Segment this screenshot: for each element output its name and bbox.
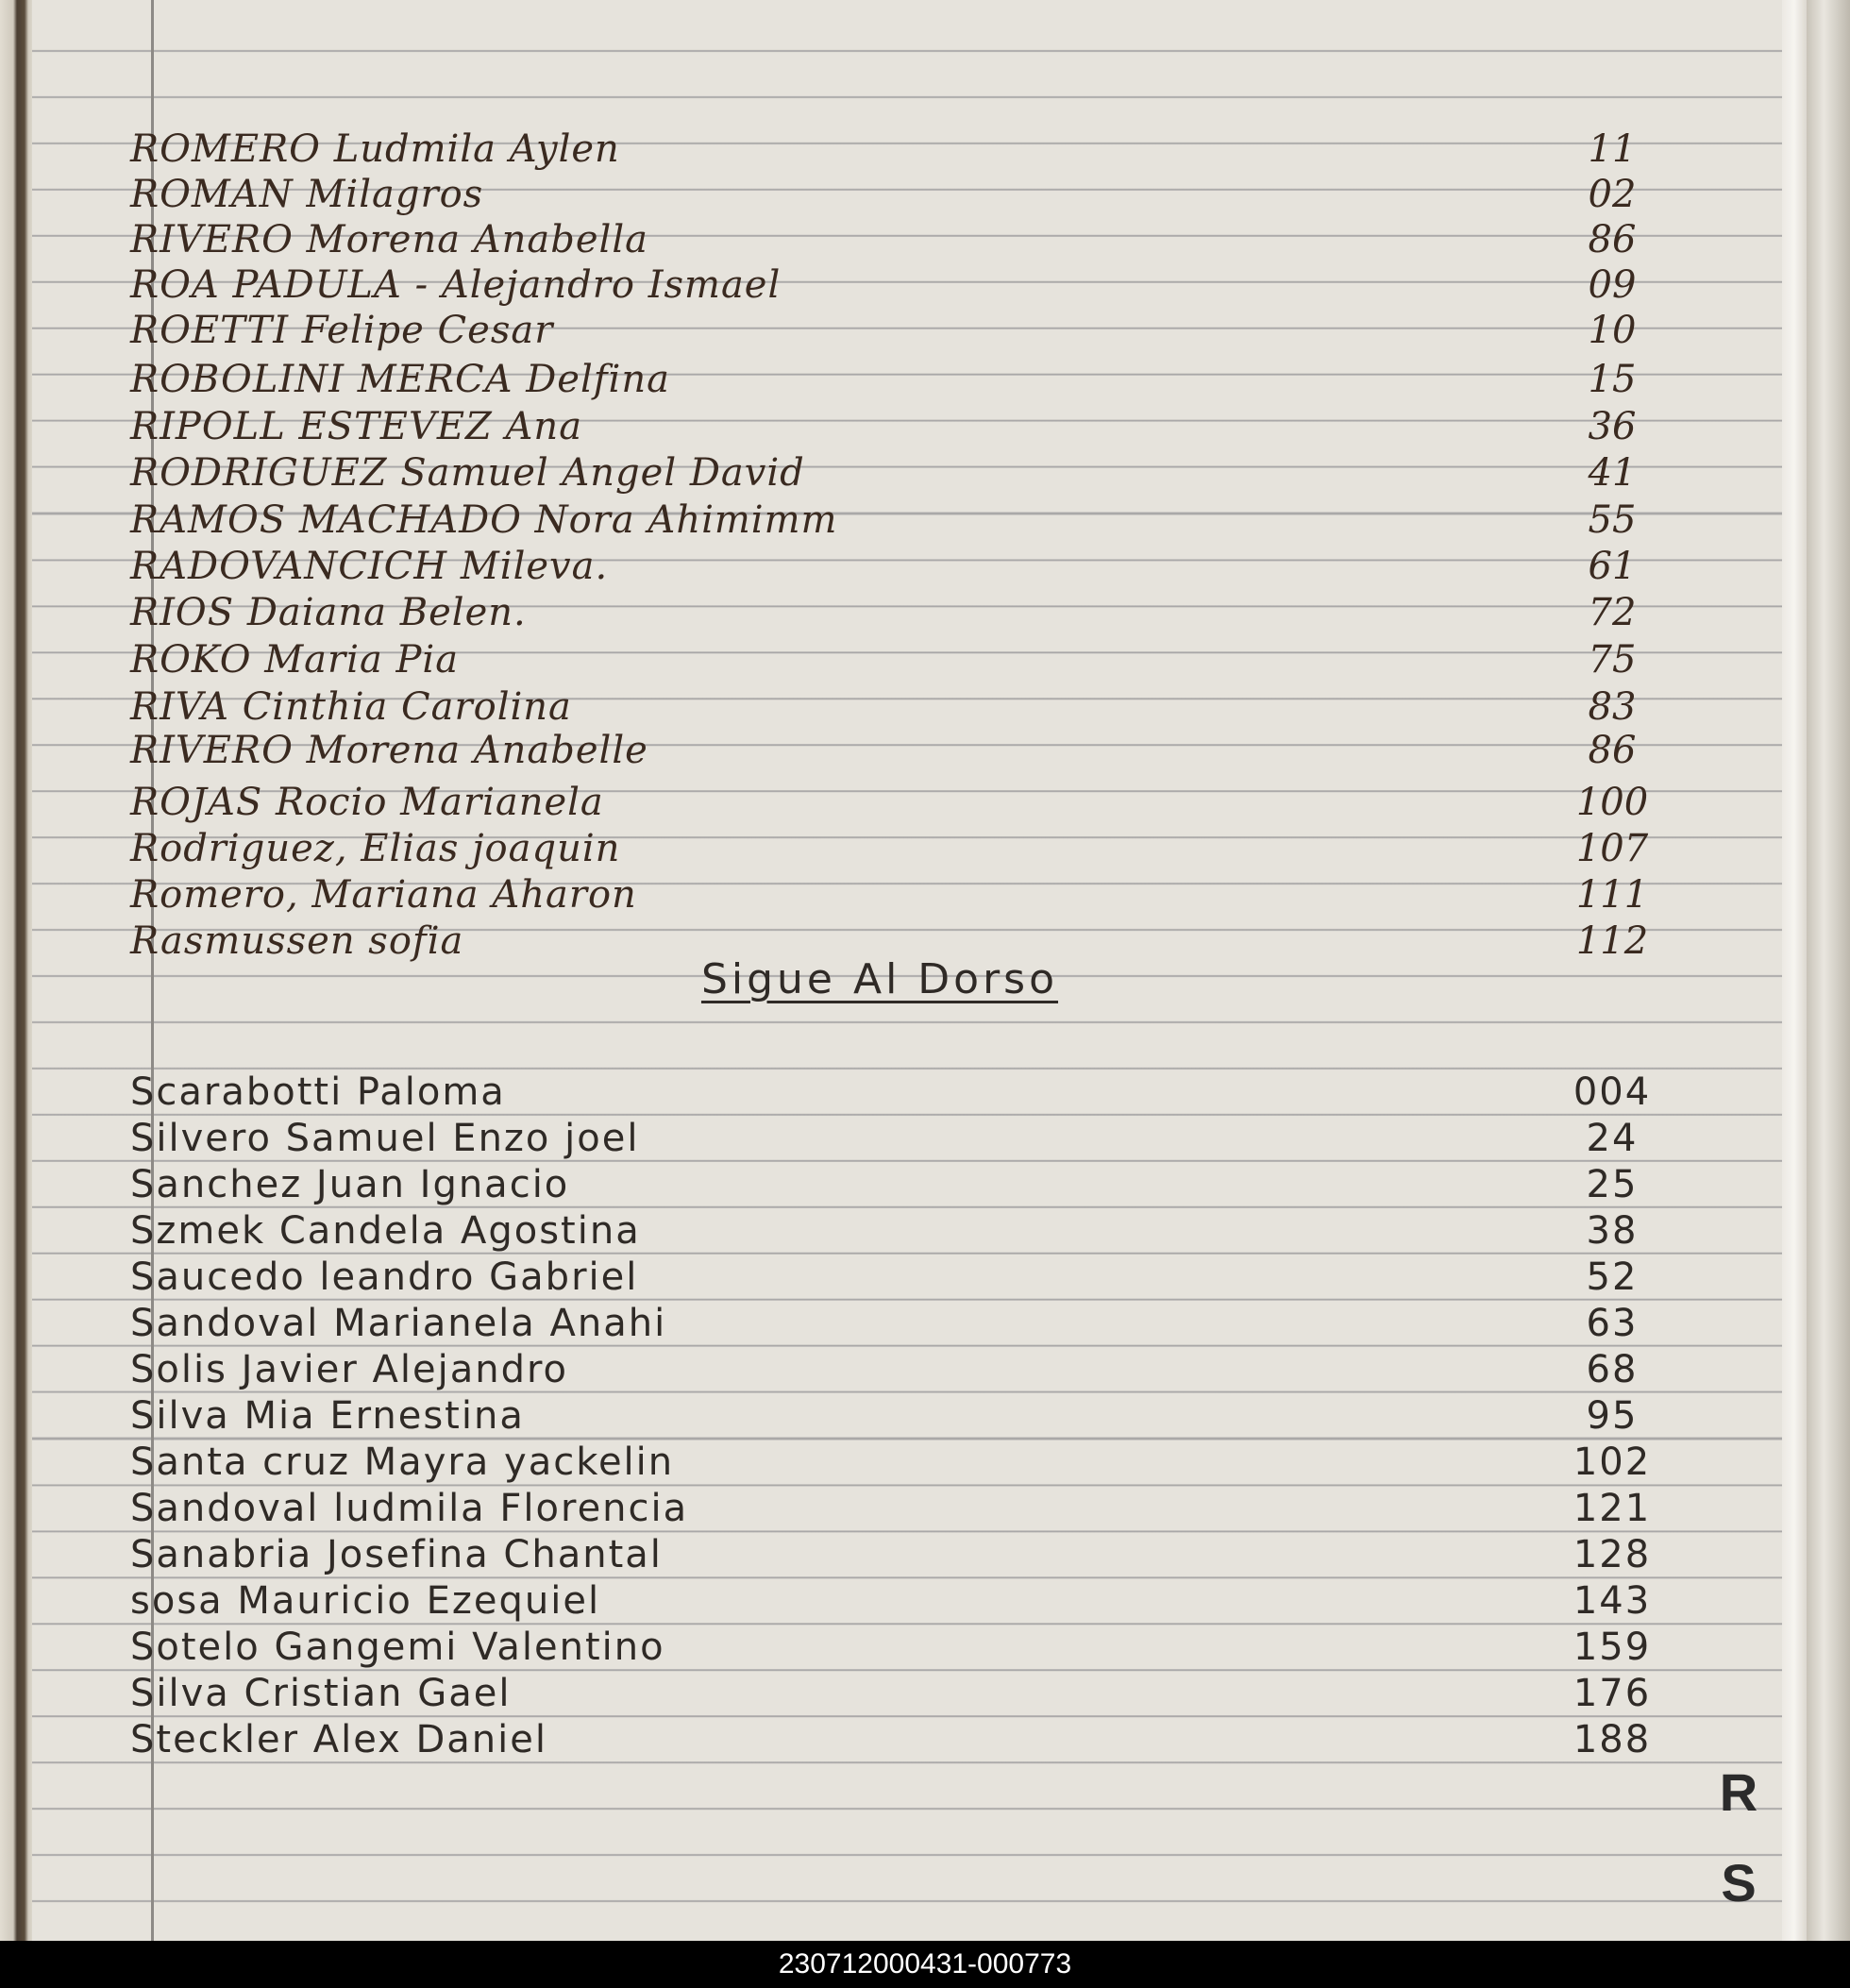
student-number: 52 (1586, 1255, 1639, 1299)
list-item (121, 1207, 1678, 1255)
student-name: RIPOLL ESTEVEZ Ana (130, 405, 583, 448)
student-name: Szmek Candela Agostina (130, 1209, 641, 1253)
student-name: Sanchez Juan Ignacio (130, 1163, 570, 1206)
list-item (121, 589, 1678, 636)
student-number: 111 (1575, 873, 1649, 917)
list-item (121, 779, 1678, 826)
student-number: 38 (1586, 1209, 1639, 1253)
student-number: 112 (1575, 919, 1649, 963)
list-item (121, 307, 1678, 354)
list-item (121, 683, 1678, 731)
student-number: 41 (1588, 451, 1637, 495)
student-name: ROBOLINI MERCA Delfina (130, 358, 670, 401)
student-number: 61 (1588, 545, 1637, 588)
student-name: Sandoval Marianela Anahi (130, 1302, 667, 1345)
list-item (121, 1531, 1678, 1578)
list-item (121, 216, 1678, 263)
student-name: RAMOS MACHADO Nora Ahimimm (130, 498, 838, 542)
student-number: 95 (1586, 1394, 1639, 1438)
student-name: ROMERO Ludmila Aylen (130, 127, 620, 171)
student-number: 107 (1575, 827, 1649, 870)
student-number: 188 (1572, 1718, 1652, 1761)
list-item (121, 449, 1678, 497)
list-item (121, 1161, 1678, 1208)
student-name: RIVA Cinthia Carolina (130, 685, 572, 729)
student-name: Saucedo leandro Gabriel (130, 1255, 639, 1299)
student-number: 86 (1588, 218, 1637, 261)
student-name: RADOVANCICH Mileva. (130, 545, 609, 588)
student-number: 09 (1588, 263, 1637, 307)
student-name: Steckler Alex Daniel (130, 1718, 547, 1761)
student-number: 55 (1588, 498, 1637, 542)
student-number: 15 (1588, 358, 1637, 401)
student-number: 102 (1572, 1440, 1652, 1484)
book-spine (0, 0, 32, 1941)
student-name: sosa Mauricio Ezequiel (130, 1579, 601, 1623)
student-number: 128 (1572, 1533, 1652, 1576)
student-name: Romero, Mariana Aharon (130, 873, 637, 917)
student-name: Solis Javier Alejandro (130, 1348, 568, 1391)
student-number: 121 (1572, 1487, 1652, 1530)
student-number: 24 (1586, 1117, 1639, 1160)
student-name: ROJAS Rocio Marianela (130, 781, 604, 824)
student-name: Silvero Samuel Enzo joel (130, 1117, 640, 1160)
student-name: Santa cruz Mayra yackelin (130, 1440, 675, 1484)
list-item (121, 497, 1678, 544)
student-name: ROMAN Milagros (130, 173, 484, 216)
student-name: ROKO Maria Pia (130, 638, 460, 682)
list-item (121, 1670, 1678, 1717)
list-item (121, 1254, 1678, 1301)
list-item (121, 171, 1678, 218)
index-tab-s[interactable]: S (1721, 1853, 1757, 1912)
student-name: Rodriguez, Elias joaquin (130, 827, 621, 870)
list-item (121, 356, 1678, 403)
list-item (121, 1115, 1678, 1162)
student-name: Sandoval ludmila Florencia (130, 1487, 689, 1530)
list-item (121, 1624, 1678, 1671)
student-number: 86 (1588, 729, 1637, 772)
student-number: 25 (1586, 1163, 1639, 1206)
student-name: Silva Mia Ernestina (130, 1394, 525, 1438)
list-item (121, 403, 1678, 450)
student-number: 143 (1572, 1579, 1652, 1623)
student-number: 100 (1575, 781, 1649, 824)
list-item (121, 543, 1678, 590)
image-caption: 230712000431-000773 (778, 1948, 1072, 1980)
student-number: 75 (1588, 638, 1637, 682)
list-item (121, 1069, 1678, 1116)
student-name: ROETTI Felipe Cesar (130, 309, 554, 352)
list-item (121, 1300, 1678, 1347)
list-item (121, 261, 1678, 309)
list-item (121, 871, 1678, 918)
list-item (121, 126, 1678, 173)
list-item (121, 1577, 1678, 1625)
student-name: Rasmussen sofia (130, 919, 464, 963)
list-item (121, 1485, 1678, 1532)
student-name: Sotelo Gangemi Valentino (130, 1626, 665, 1669)
page-edge (1782, 0, 1807, 1941)
student-number: 159 (1572, 1626, 1652, 1669)
student-number: 02 (1588, 173, 1637, 216)
student-number: 72 (1588, 591, 1637, 634)
list-item (121, 727, 1678, 774)
list-item (121, 636, 1678, 683)
list-item (121, 1392, 1678, 1440)
student-number: 10 (1588, 309, 1637, 352)
list-item (121, 1439, 1678, 1486)
student-number: 11 (1588, 127, 1637, 171)
student-number: 004 (1572, 1070, 1652, 1114)
list-item (121, 825, 1678, 872)
student-name: Silva Cristian Gael (130, 1672, 512, 1715)
list-item (121, 1346, 1678, 1393)
student-name: ROA PADULA - Alejandro Ismael (130, 263, 782, 307)
list-item (121, 1716, 1678, 1763)
student-name: Scarabotti Paloma (130, 1070, 506, 1114)
index-tab-strip (1807, 0, 1850, 1941)
student-number: 83 (1588, 685, 1637, 729)
student-name: RIOS Daiana Belen. (130, 591, 527, 634)
student-number: 176 (1572, 1672, 1652, 1715)
student-name: RODRIGUEZ Samuel Angel David (130, 451, 805, 495)
student-number: 63 (1586, 1302, 1639, 1345)
index-tab-r[interactable]: R (1719, 1762, 1758, 1822)
student-name: Sanabria Josefina Chantal (130, 1533, 663, 1576)
continue-note: Sigue Al Dorso (700, 955, 1059, 1003)
student-name: RIVERO Morena Anabelle (130, 729, 648, 772)
student-name: RIVERO Morena Anabella (130, 218, 648, 261)
student-number: 68 (1586, 1348, 1639, 1391)
caption-bar (0, 1941, 1850, 1988)
student-number: 36 (1588, 405, 1637, 448)
